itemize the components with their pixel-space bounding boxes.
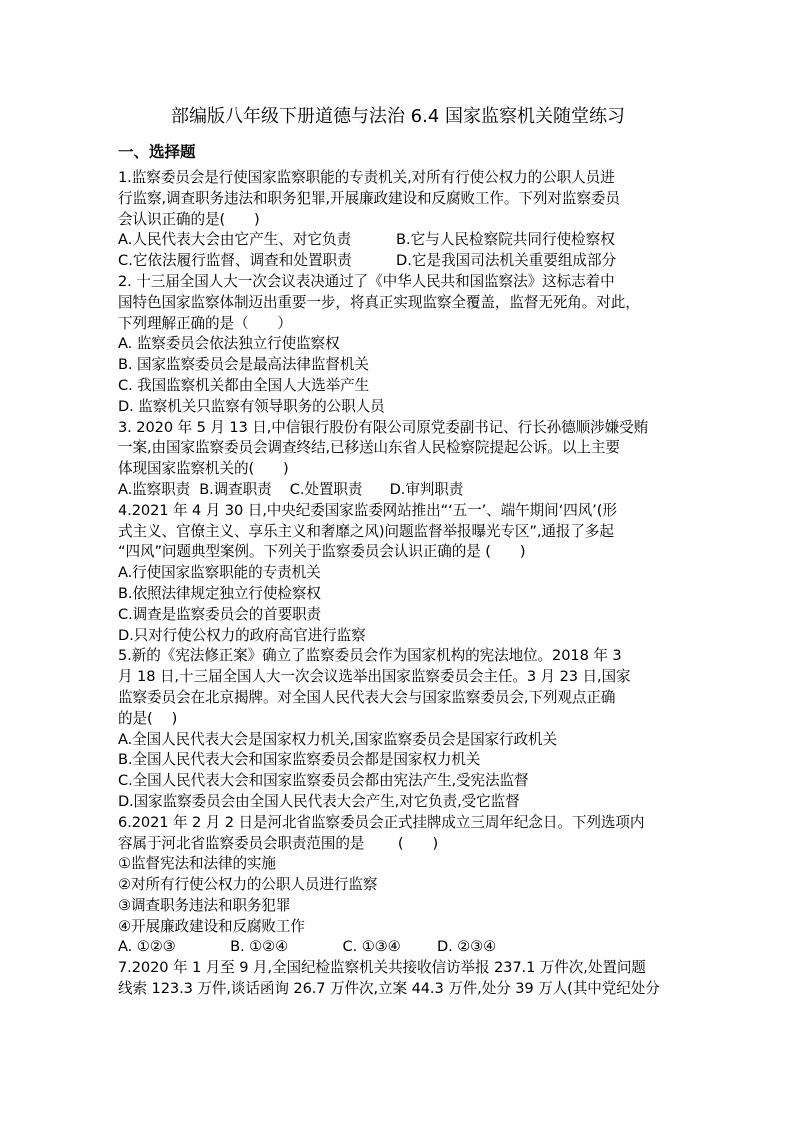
page-title: 部编版八年级下册道德与法治 6.4 国家监察机关随堂练习 <box>170 106 626 127</box>
question-text-line: 3. 2020 年 5 月 13 日,中信银行股份有限公司原党委副书记、行长孙德顺涉嫌受贿 <box>118 418 649 436</box>
option-d: D.国家监察委员会由全国人民代表大会产生,对它负责,受它监督 <box>118 792 520 810</box>
option-a: A.全国人民代表大会是国家权力机关,国家监察委员会是国家行政机关 <box>118 730 558 748</box>
question-text-line: “四风”问题典型案例。下列关于监察委员会认识正确的是 ( ) <box>118 543 526 561</box>
option-a: A.行使国家监察职能的专责机关 <box>118 564 321 582</box>
question-7 <box>118 958 678 1000</box>
question-1 <box>118 168 678 272</box>
question-3 <box>118 418 678 501</box>
question-text-line: 行监察,调查职务违法和职务犯罪,开展廉政建设和反腐败工作。下列对监察委员 <box>118 189 620 207</box>
question-text-line: 的是( ) <box>118 709 178 727</box>
option-a: A.人民代表大会由它产生、对它负责 <box>118 231 352 249</box>
option-b: B.它与人民检察院共同行使检察权 <box>396 231 615 249</box>
statement-item: ①监督宪法和法律的实施 <box>118 855 276 873</box>
option-c: C.全国人民代表大会和国家监察委员会都由宪法产生,受宪法监督 <box>118 772 529 790</box>
question-text-line: 5.新的《宪法修正案》确立了监察委员会作为国家机构的宪法地位。2018 年 3 <box>118 647 622 665</box>
question-text-line: 会认识正确的是( ) <box>118 210 260 228</box>
question-text-line: 1.监察委员会是行使国家监察职能的专责机关,对所有行使公权力的公职人员进 <box>118 169 615 186</box>
statement-item: ③调查职务违法和职务犯罪 <box>118 896 291 914</box>
question-text-line: 2. 十三届全国人大一次会议表决通过了《中华人民共和国监察法》这标志着中 <box>118 272 615 290</box>
option-b: B. 国家监察委员会是最高法律监督机关 <box>118 356 369 374</box>
section-heading: 一、选择题 <box>118 143 196 161</box>
question-text-line: 一案,由国家监察委员会调查终结,已移送山东省人民检察院提起公诉。以上主要 <box>118 439 620 457</box>
question-5 <box>118 646 678 812</box>
question-text-line: 7.2020 年 1 月至 9 月,全国纪检监察机关共接收信访举报 237.1 万件次,处置问题 <box>118 959 646 977</box>
option-c: C.调查是监察委员会的首要职责 <box>118 605 322 623</box>
options-line: A. ①②③ B. ①②④ C. ①③④ D. ②③④ <box>118 938 497 956</box>
statement-item: ②对所有行使公权力的公职人员进行监察 <box>118 876 378 894</box>
option-b: B.全国人民代表大会和国家监察委员会都是国家权力机关 <box>118 751 481 769</box>
option-row <box>118 230 678 251</box>
option-row <box>118 251 678 272</box>
options-line: A.监察职责 B.调查职责 C.处置职责 D.审判职责 <box>118 480 464 498</box>
question-text-line: 容属于河北省监察委员会职责范围的是 ( ) <box>118 834 439 852</box>
option-c: C.它依法履行监督、调查和处置职责 <box>118 252 352 270</box>
question-text-line: 线索 123.3 万件,谈话函询 26.7 万件次,立案 44.3 万件,处分 39 万人(其中党纪处分 <box>118 980 660 998</box>
question-4 <box>118 501 678 647</box>
question-text-line: 下列理解正确的是（ ） <box>118 314 292 332</box>
question-6 <box>118 813 678 959</box>
question-text-line: 监察委员会在北京揭牌。对全国人民代表大会与国家监察委员会,下列观点正确 <box>118 688 616 706</box>
option-a: A. 监察委员会依法独立行使监察权 <box>118 335 340 353</box>
option-d: D.只对行使公权力的政府高官进行监察 <box>118 626 366 644</box>
question-text-line: 式主义、官僚主义、享乐主义和奢靡之风)问题监督举报曝光专区”,通报了多起 <box>118 522 614 540</box>
question-text-line: 4.2021 年 4 月 30 日,中央纪委国家监委网站推出“‘五一’、端午期间‘四风’(形 <box>118 501 617 519</box>
question-2 <box>118 272 678 418</box>
question-text-line: 体现国家监察机关的( ) <box>118 460 289 478</box>
question-text-line: 国特色国家监察体制迈出重要一步，将真正实现监察全覆盖，监督无死角。对此， <box>118 293 640 311</box>
document-page <box>118 104 678 1000</box>
option-b: B.依照法律规定独立行使检察权 <box>118 584 321 602</box>
option-c: C. 我国监察机关都由全国人大选举产生 <box>118 376 370 394</box>
option-d: D.它是我国司法机关重要组成部分 <box>396 252 617 270</box>
question-text-line: 月 18 日,十三届全国人大一次会议选举出国家监察委员会主任。3 月 23 日,国家 <box>118 668 631 686</box>
statement-item: ④开展廉政建设和反腐败工作 <box>118 917 305 935</box>
question-text-line: 6.2021 年 2 月 2 日是河北省监察委员会正式挂牌成立三周年纪念日。下列选项内 <box>118 813 645 831</box>
option-d: D. 监察机关只监察有领导职务的公职人员 <box>118 397 385 415</box>
